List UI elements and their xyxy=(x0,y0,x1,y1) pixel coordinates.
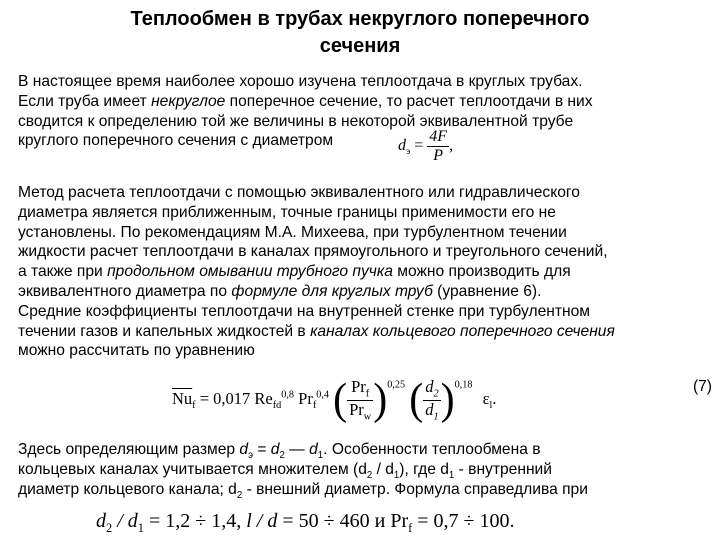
superscript: 0,4 xyxy=(316,389,329,401)
paragraph-intro xyxy=(18,72,718,151)
text-run: — xyxy=(284,441,310,458)
subscript: f xyxy=(365,388,370,400)
equals-coefficient: = 0,017 Re xyxy=(195,388,273,408)
text-run: диаметр кольцевого канала; d xyxy=(18,480,237,498)
text-line: Метод расчета теплоотдачи с помощью эквивалентного или гидравлического xyxy=(18,184,580,201)
text-line: установлены. По рекомендациям М.А. Михеева, при турбулентном течении xyxy=(18,223,567,241)
text-run: можно производить для xyxy=(392,263,571,281)
text-line xyxy=(18,282,718,302)
text-run: d xyxy=(425,399,434,419)
text-run: эквивалентного диаметра по xyxy=(18,282,232,300)
text-line xyxy=(18,440,718,460)
italic-term: каналах кольцевого поперечного сечения xyxy=(310,322,615,340)
slide-title xyxy=(0,6,720,60)
text-line: В настоящее время наиболее хорошо изучена теплоотдача в круглых трубах. xyxy=(18,73,583,90)
subscript: 2 xyxy=(366,469,373,481)
text-line: жидкости расчет теплоотдачи в каналах прямоугольного и треугольного сечений, xyxy=(18,243,608,261)
subscript: 1 xyxy=(137,521,144,535)
equals-sign: = xyxy=(410,136,428,154)
text-run: Pr xyxy=(349,399,364,419)
text-run: . Особенности теплообмена в xyxy=(323,441,541,458)
numerator: 4F xyxy=(429,128,448,145)
subscript: 1 xyxy=(433,410,439,422)
symbol-d: d xyxy=(398,136,406,154)
subscript: l xyxy=(489,400,493,412)
title-line-1: Теплообмен в трубах некруглого поперечного xyxy=(130,8,590,30)
text-line: круглого поперечного сечения с диаметром xyxy=(18,132,334,150)
epsilon-symbol: ε xyxy=(482,388,490,408)
text-run: = xyxy=(253,441,271,458)
text-run: кольцевых каналах учитывается множителем (d xyxy=(18,460,367,478)
fraction xyxy=(427,128,449,164)
symbol-d: / d xyxy=(112,510,138,532)
symbol-d: d xyxy=(309,441,318,458)
text-line: Средние коэффициенты теплоотдачи на внутренней стенке при турбулентном xyxy=(18,302,591,320)
ratio-l-d: l / d xyxy=(246,510,278,532)
subscript: э xyxy=(406,145,411,157)
subscript: f xyxy=(408,521,413,535)
text-line: можно рассчитать по уравнению xyxy=(18,342,255,360)
text-run: ), где d xyxy=(399,460,449,478)
subscript: э xyxy=(248,450,253,462)
text-line: сводится к определению той же величины в некоторой эквивалентной трубе xyxy=(18,112,574,130)
numerator xyxy=(347,378,373,401)
subscript: f xyxy=(312,400,317,412)
italic-term: некруглое xyxy=(151,92,226,110)
superscript: 0,8 xyxy=(281,389,295,401)
subscript: 2 xyxy=(106,521,113,535)
subscript: 2 xyxy=(279,450,285,462)
subscript: 1 xyxy=(393,469,400,481)
subscript: w xyxy=(363,410,372,422)
text-line: диаметра является приближенным, точные границы применимости его не xyxy=(18,203,556,221)
text-run: - внешний диаметр. Формула справедлива при xyxy=(242,480,588,498)
text-run: = 50 ÷ 460 и Pr xyxy=(277,510,409,532)
superscript: 0,18 xyxy=(454,379,473,391)
text-run: Pr xyxy=(351,377,366,396)
fraction-diameter xyxy=(423,378,440,422)
italic-term: формуле для круглых труб xyxy=(231,282,433,300)
subscript: 1 xyxy=(317,450,324,462)
text-run: течении газов и капельных жидкостей в xyxy=(18,322,311,340)
text-run: - внутренний xyxy=(454,460,552,478)
right-paren: ) xyxy=(440,375,455,425)
title-line-2: сечения xyxy=(319,35,401,57)
symbol-d: d xyxy=(96,510,106,532)
denominator xyxy=(347,401,373,423)
prandtl-symbol: Pr xyxy=(294,388,313,408)
text-run: = 0,7 ÷ 100. xyxy=(412,510,515,532)
text-line xyxy=(18,262,718,282)
text-run: d xyxy=(425,377,434,396)
left-paren: ( xyxy=(333,375,348,425)
text-run: Если труба имеет xyxy=(18,92,152,110)
symbol-d: d xyxy=(270,441,280,458)
formula-equivalent-diameter xyxy=(398,128,453,164)
paragraph-definitions xyxy=(18,440,718,499)
paragraph-method xyxy=(18,183,718,361)
subscript: 2 xyxy=(236,489,243,501)
subscript: f xyxy=(192,400,196,412)
text-line xyxy=(18,480,718,500)
text-line xyxy=(18,322,718,342)
equation-number: (7) xyxy=(692,378,712,395)
subscript: 1 xyxy=(448,469,455,481)
nusselt-symbol: $\overline{Nu}$ xyxy=(172,388,193,408)
right-paren: ) xyxy=(373,375,388,425)
formula-validity-range xyxy=(96,510,515,536)
numerator xyxy=(423,378,440,401)
formula-equation-7 xyxy=(172,375,497,425)
text-run: Здесь определяющим размер xyxy=(18,441,240,458)
subscript: fd xyxy=(272,400,282,412)
text-line xyxy=(18,460,718,480)
denominator: P xyxy=(433,146,444,164)
text-run: / d xyxy=(372,460,394,478)
symbol-d: d xyxy=(239,441,249,458)
punctuation: , xyxy=(449,136,454,154)
italic-term: продольном омывании трубного пучка xyxy=(107,263,393,281)
left-paren: ( xyxy=(409,375,424,425)
superscript: 0,25 xyxy=(387,379,406,391)
subscript: 2 xyxy=(433,388,439,400)
fraction-prandtl xyxy=(347,378,373,422)
punctuation: . xyxy=(492,388,497,408)
text-run: поперечное сечение, то расчет теплоотдачи в них xyxy=(225,92,593,110)
text-run: (уравнение 6). xyxy=(432,282,542,300)
text-run: а также при xyxy=(18,263,108,281)
text-run: = 1,2 ÷ 1,4, xyxy=(143,510,247,532)
text-line xyxy=(18,92,718,112)
denominator xyxy=(423,401,440,423)
